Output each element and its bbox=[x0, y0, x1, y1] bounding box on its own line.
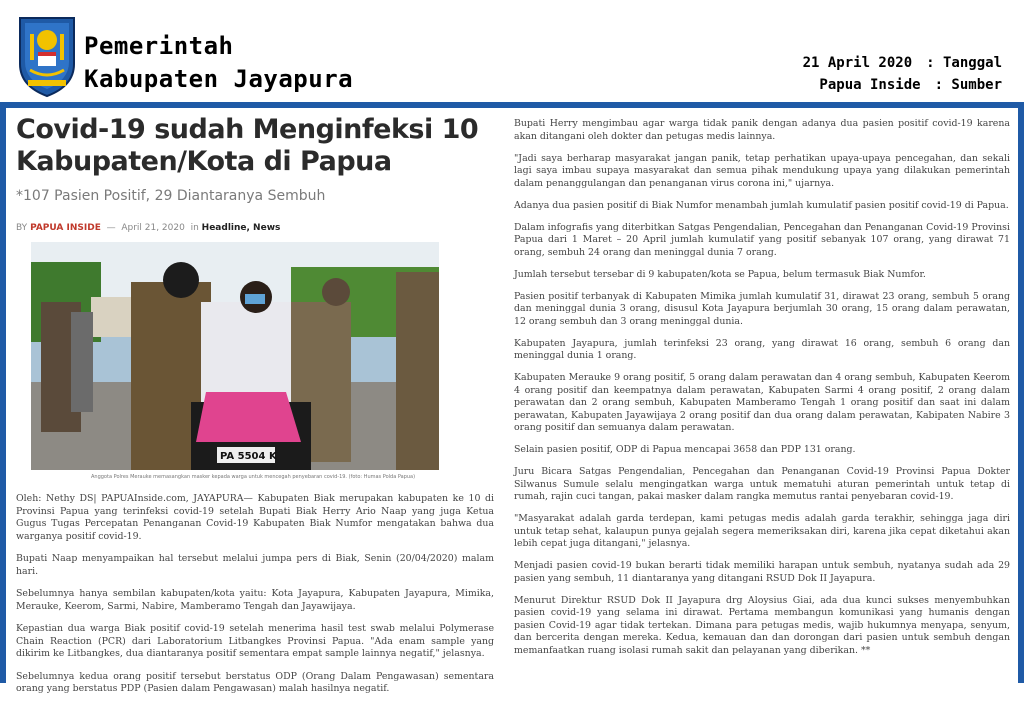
byline-dash: — bbox=[106, 223, 116, 233]
paragraph: Menurut Direktur RSUD Dok II Jayapura drg Aloysius Giai, ada dua kunci sukses menyembuhkan pasien covid-19 yang selama ini dirawat. Pertama membangun komunikasi yang humanis dengan pasien Covid-19 agar tidak tertekan. Dimana para petugas medis, wajib hukumnya menyapa, senyum, dan bercerita dengan mereka. Kedua, kemauan dan dan dorongan dari pasien untuk sembuh dengan memanfaatkan ruang isolasi rumah sakit dan pelayanan yang diberikan. ** bbox=[514, 594, 1010, 656]
page-header bbox=[0, 0, 1024, 104]
source-label: : Sumber bbox=[934, 77, 1002, 93]
article-body-left-column bbox=[16, 493, 494, 706]
paragraph: Adanya dua pasien positif di Biak Numfor menambah jumlah kumulatif pasien positif covid-19 di Papua. bbox=[514, 199, 1009, 211]
photo-plate-number: PA 5504 K bbox=[220, 451, 277, 462]
paragraph: "Jadi saya berharap masyarakat jangan panik, tetap perhatikan upaya-upaya pencegahan, dan sekali lagi saya imbau supaya masyarakat dan semua pihak mendukung upaya yang dilakukan pemerintah dalam penanggulangan dan penanganan virus corona ini," ujarnya. bbox=[514, 152, 1010, 189]
byline-by: BY bbox=[16, 223, 28, 233]
paragraph: "Masyarakat adalah garda terdepan, kami petugas medis adalah garda terakhir, sehingga jaga diri untuk tetap sehat, kalaupun punya gejalah segera memeriksakan diri, karena jika cepat diketahui akan lebih cepat juga ditangani," jelasnya. bbox=[514, 513, 1010, 549]
date-label: : Tanggal bbox=[926, 55, 1002, 71]
paragraph: Bupati Herry mengimbau agar warga tidak panik dengan adanya dua pasien positif covid-19 karena akan ditangani oleh dokter dan petugas medis lainnya. bbox=[514, 118, 1010, 142]
article-photo bbox=[31, 242, 439, 470]
paragraph: Oleh: Nethy DS| PAPUAInside.com, JAYAPURA— Kabupaten Biak merupakan kabupaten ke 10 di Provinsi Papua yang terinfeksi covid-19 setelah Bupati Biak Herry Ario Naap yang juga Ketua Gugus Tugas Percepatan Penanganan Covid-19 Kabupaten Biak Numfor mengatakan bahwa dua warganya positif covid-19. bbox=[16, 493, 494, 542]
frame-right-bar bbox=[1018, 108, 1024, 683]
kabupaten-jayapura-emblem-icon bbox=[16, 14, 78, 98]
source-value: Papua Inside bbox=[819, 77, 921, 93]
paragraph: Jumlah tersebut tersebar di 9 kabupaten/kota se Papua, belum termasuk Biak Numfor. bbox=[514, 268, 926, 280]
paragraph: Kabupaten Merauke 9 orang positif, 5 orang dalam perawatan dan 4 orang sembuh, Kabupaten Keerom 4 orang positif dan keempatnya dalam perawatan, Kabupaten Sarmi 4 orang positif, 2 orang dalam perawatan dan 2 orang sembuh, Kabupaten Mamberamo Tengah 1 orang positif dan saat ini dalam perawatan, Kabupaten Jayawijaya 2 orang positif dan dua orang dalam perawatan, Kabipaten Nabire 3 orang positif dan semuanya dalam perawatan. bbox=[514, 372, 1010, 433]
date-value: 21 April 2020 bbox=[802, 55, 913, 71]
paragraph: Pasien positif terbanyak di Kabupaten Mimika jumlah kumulatif 31, dirawat 23 orang, sembuh 5 orang dan meninggal dunia 3 orang, disusul Kota Jayapura berjumlah 30 orang, 15 orang dalam perawatan, 12 orang sembuh dan 3 orang meninggal dunia. bbox=[514, 290, 1010, 327]
byline-categories: Headline, News bbox=[201, 223, 281, 233]
article-clipping bbox=[6, 108, 1018, 694]
government-title bbox=[84, 30, 353, 96]
paragraph: Menjadi pasien covid-19 bukan berarti tidak memiliki harapan untuk sembuh, nyatanya sudah ada 29 pasien yang sembuh, 11 diantaranya yang ditangani RSUD Dok II Jayapura. bbox=[514, 560, 1010, 584]
date-row bbox=[803, 52, 1002, 74]
clipping-meta bbox=[803, 52, 1002, 96]
paragraph: Sebelumnya kedua orang positif tersebut berstatus ODP (Orang Dalam Pengawasan) sementara orang yang berstatus PDP (Pasien dalam Pengawasan) malah hasilnya negatif. bbox=[16, 670, 494, 694]
gov-title-line2: Kabupaten Jayapura bbox=[84, 65, 354, 93]
gov-title-line1: Pemerintah bbox=[84, 32, 234, 60]
paragraph: Sebelumnya hanya sembilan kabupaten/kota yaitu: Kota Jayapura, Kabupaten Jayapura, Mimika, Merauke, Keerom, Sarmi, Nabire, Mamberamo Tengah dan Jayawijaya. bbox=[16, 588, 494, 612]
byline-in: in bbox=[190, 223, 199, 233]
paragraph: Kabupaten Jayapura, jumlah terinfeksi 23 orang, yang dirawat 16 orang, sembuh 6 orang dan meninggal dunia 1 orang. bbox=[514, 337, 1010, 361]
paragraph: Bupati Naap menyampaikan hal tersebut melalui jumpa pers di Biak, Senin (20/04/2020) malam hari. bbox=[16, 553, 494, 577]
paragraph: Kepastian dua warga Biak positif covid-19 setelah menerima hasil test swab melalui Polymerase Chain Reaction (PCR) dari Laboratorium Litbangkes Provinsi Papua. "Ada enam sample yang dikirim ke Litbangkes, dua diantaranya positif sementara empat sample lainnya negatif," jelasnya. bbox=[16, 623, 494, 659]
paragraph: Dalam infografis yang diterbitkan Satgas Pengendalian, Pencegahan dan Penanganan Covid-19 Provinsi Papua dari 1 Maret – 20 April jumlah kumulatif yang positif sebanyak 107 orang, yang dirawat 71 orang, sembuh 24 orang dan meninggal dunia 7 orang. bbox=[514, 221, 1010, 258]
byline-author: PAPUA INSIDE bbox=[30, 223, 101, 233]
photo-caption: Anggota Polres Merauke memasangkan masker kepada warga untuk mencegah penyebaran covid-19. (foto: Humas Polda Papua) bbox=[91, 474, 416, 480]
article-body-right-column bbox=[514, 118, 1010, 667]
article-subtitle: *107 Pasien Positif, 29 Diantaranya Sembuh bbox=[16, 188, 326, 204]
article-title: Covid-19 sudah Menginfeksi 10 Kabupaten/Kota di Papua bbox=[16, 114, 479, 177]
source-row bbox=[803, 74, 1002, 96]
article-byline bbox=[16, 223, 280, 233]
byline-date: April 21, 2020 bbox=[121, 223, 185, 233]
paragraph: Selain pasien positif, ODP di Papua mencapai 3658 dan PDP 131 orang. bbox=[514, 444, 856, 455]
paragraph: Juru Bicara Satgas Pengendalian, Pencegahan dan Penanganan Covid-19 Provinsi Papua Dokter Silwanus Sumule selalu mengingatkan warga untuk mematuhi aturan pemerintah untuk tetap di rumah, rajin cuci tangan, pakai masker dalam rangka memutus rantai penyebaran covid-19. bbox=[514, 466, 1010, 502]
